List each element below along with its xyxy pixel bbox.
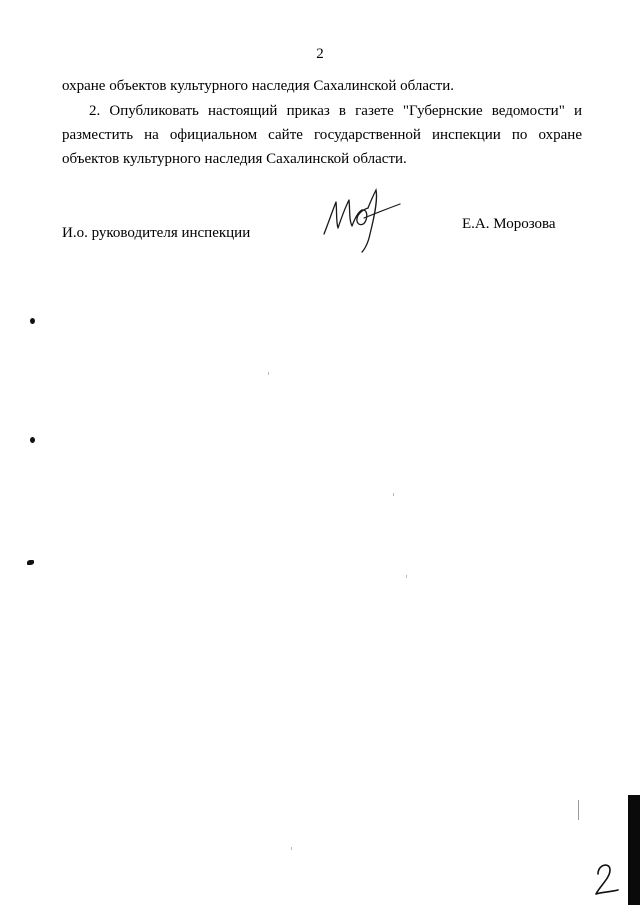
signatory-title: И.о. руководителя инспекции — [62, 225, 251, 241]
text-line: 2. Опубликовать настоящий приказ в газете "Губернские ведомости" и — [89, 103, 582, 119]
paragraph-2 — [62, 99, 582, 171]
scan-speck — [291, 847, 292, 850]
text-line: объектов культурного наследия Сахалинской области. — [62, 151, 407, 167]
scan-speck — [406, 575, 407, 578]
scan-speck — [393, 493, 394, 496]
paragraph-1-continuation — [62, 74, 582, 98]
signatory-name: Е.А. Морозова — [462, 216, 556, 232]
scan-speck — [578, 800, 579, 820]
scan-edge-mark — [628, 795, 640, 905]
punch-hole-mark — [30, 437, 35, 443]
punch-hole-mark — [27, 560, 34, 565]
scan-speck — [268, 372, 269, 375]
handwritten-signature — [318, 188, 402, 254]
punch-hole-mark — [30, 318, 35, 324]
text-line: охране объектов культурного наследия Сахалинской области. — [62, 78, 454, 94]
text-line: разместить на официальном сайте государственной инспекции по охране — [62, 127, 582, 143]
page-number: 2 — [316, 46, 324, 62]
handwritten-page-mark — [588, 840, 628, 900]
